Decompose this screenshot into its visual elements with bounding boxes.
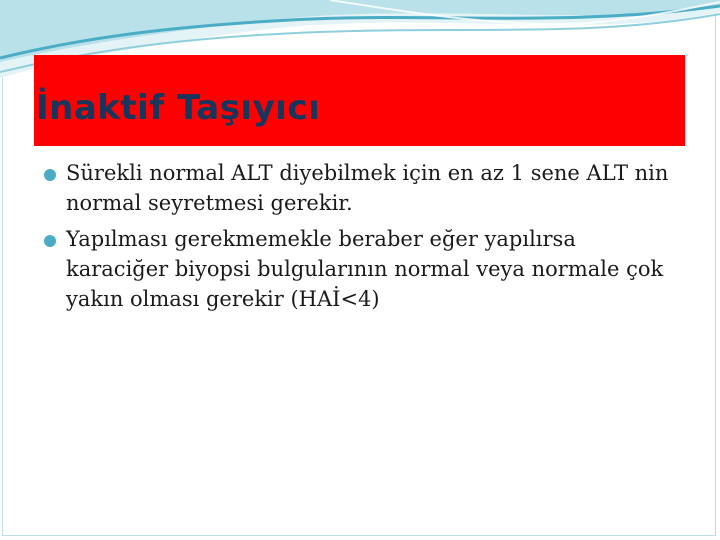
bullet-text: Sürekli normal ALT diyebilmek için en az 1 sene ALT nin normal seyretmesi gerekir.	[66, 161, 669, 215]
bullet-list	[44, 158, 674, 320]
slide-title: İnaktif Taşıyıcı	[36, 88, 321, 128]
bullet-dot-icon	[44, 169, 56, 181]
bullet-item	[44, 224, 674, 314]
bullet-item	[44, 158, 674, 218]
bullet-dot-icon	[44, 235, 56, 247]
bullet-text: Yapılması gerekmemekle beraber eğer yapılırsa karaciğer biyopsi bulgularının normal veya normale çok yakın olması gerekir (HAİ<4)	[66, 227, 664, 311]
